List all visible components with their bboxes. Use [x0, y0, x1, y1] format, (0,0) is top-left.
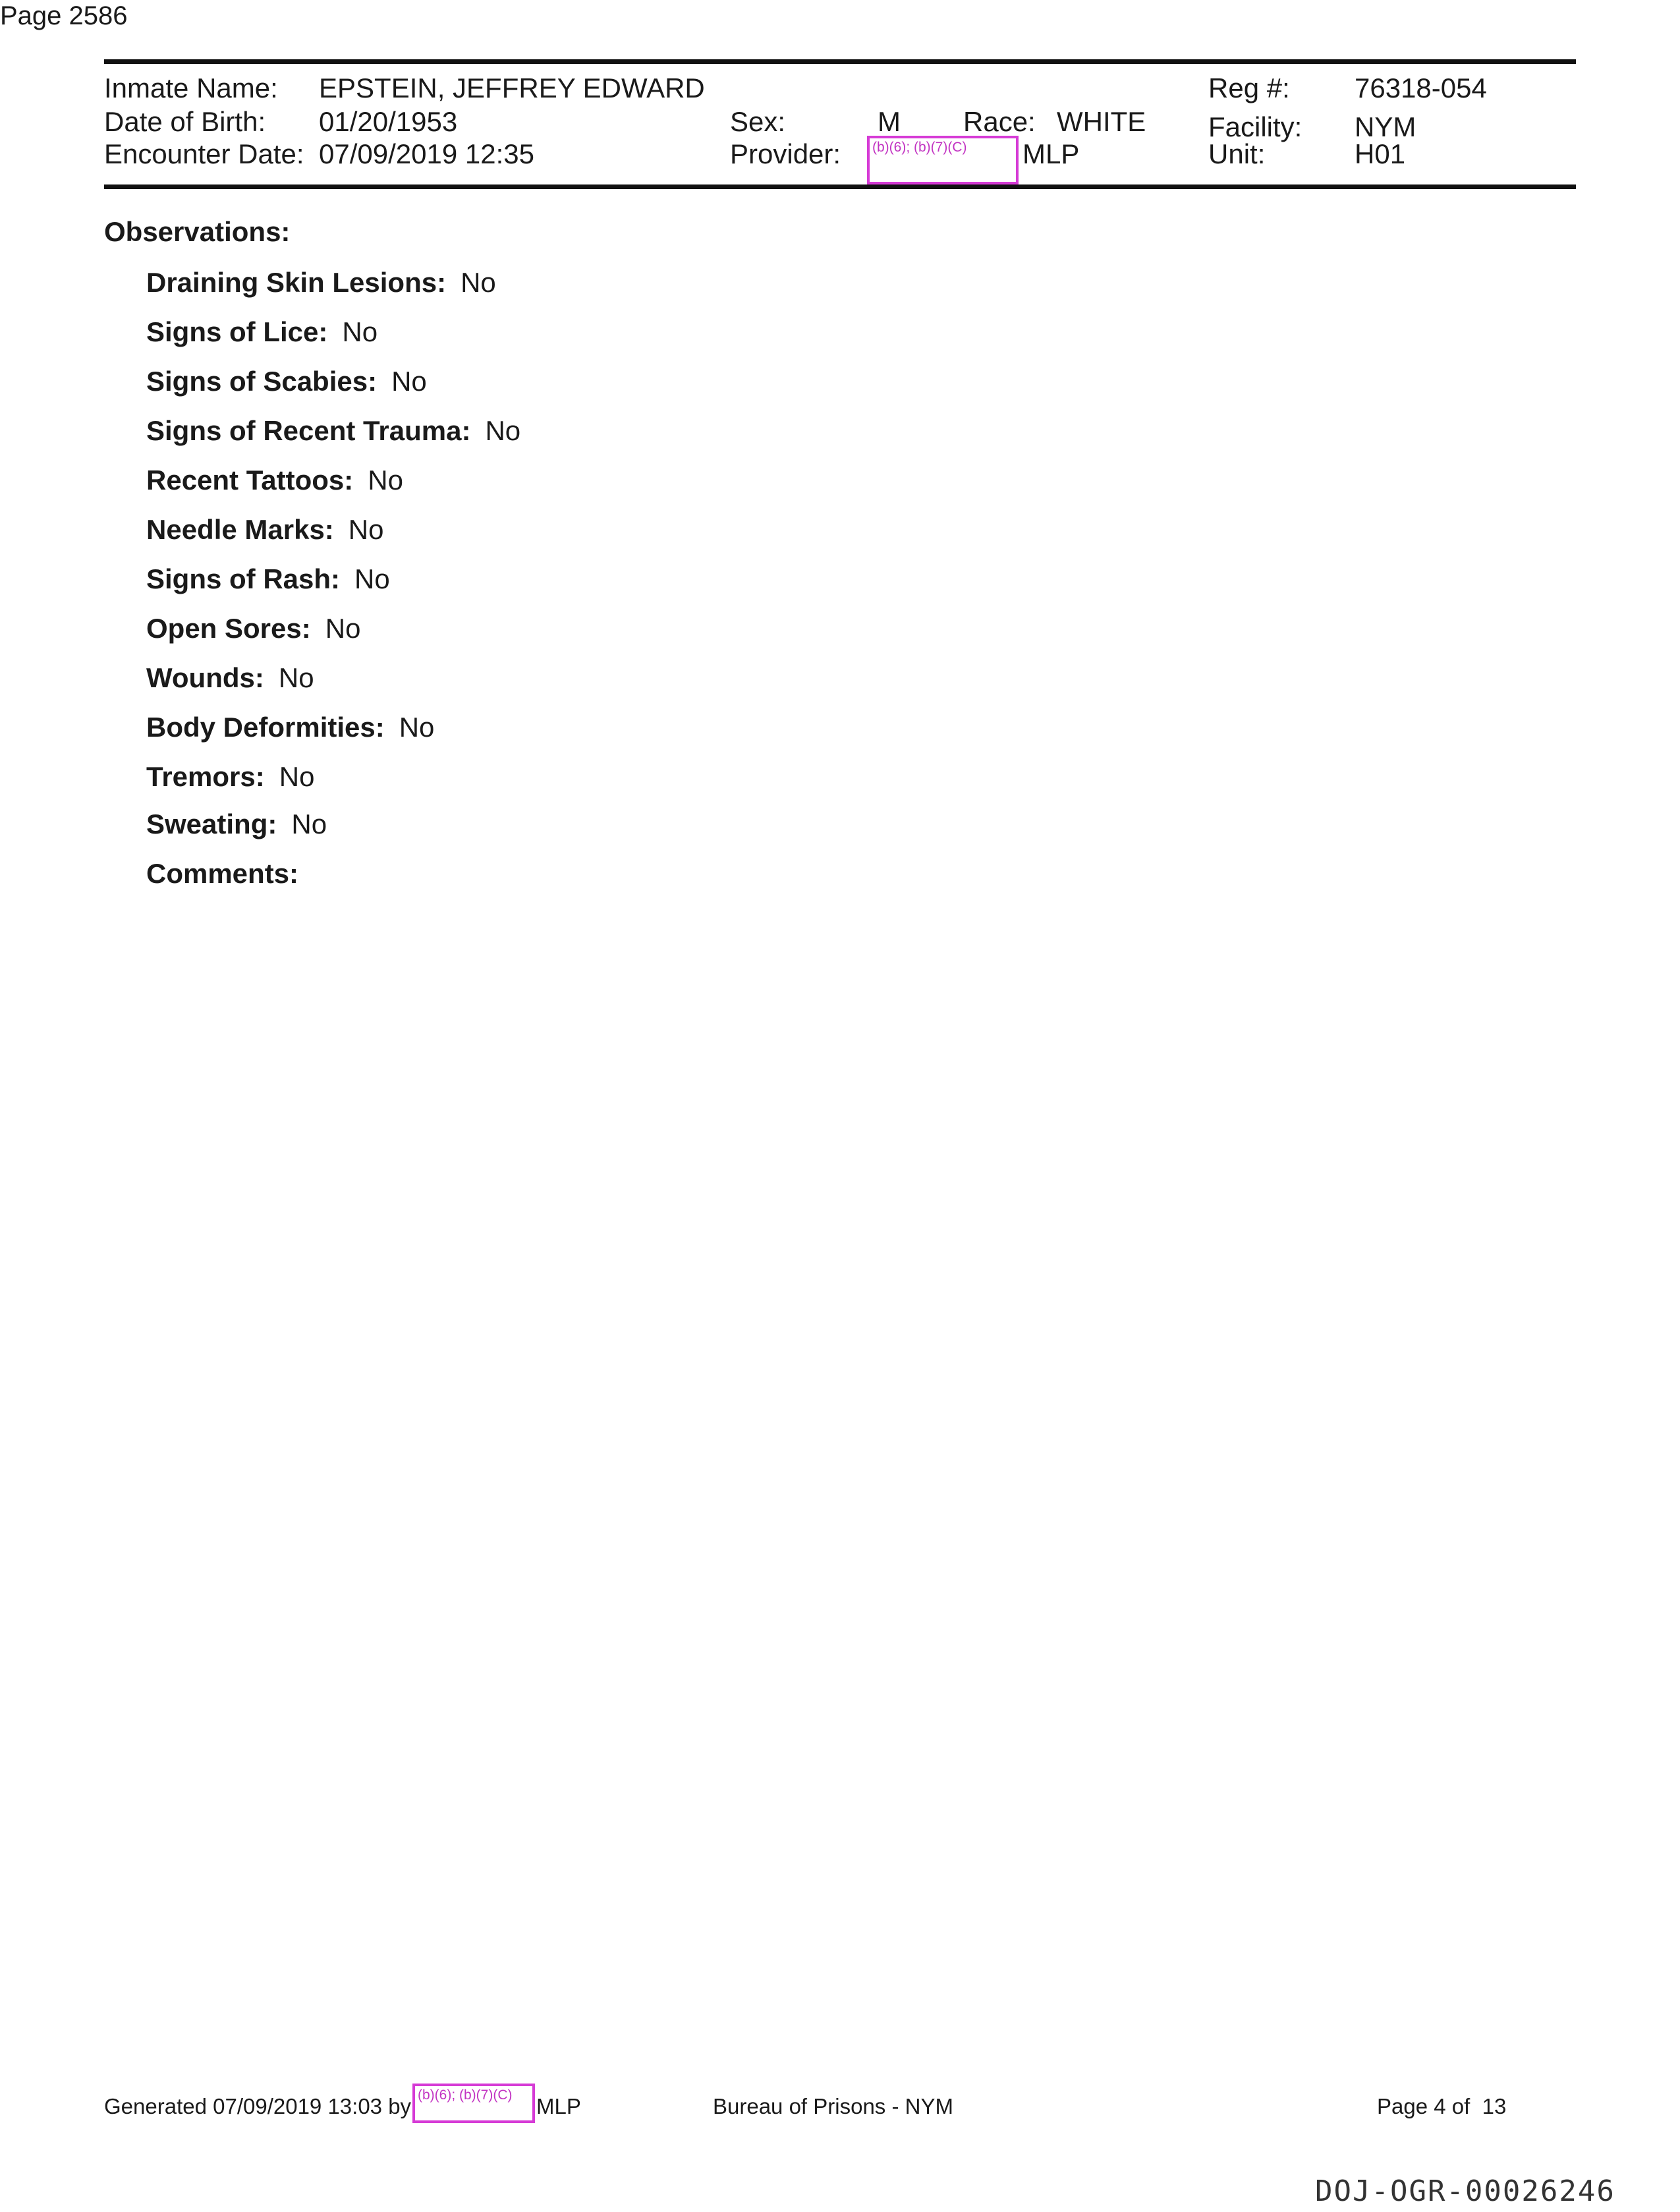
obs-value: No: [325, 613, 361, 644]
obs-label: Signs of Recent Trauma:: [146, 415, 471, 446]
inmate-name-label: Inmate Name:: [104, 72, 278, 103]
dob-label: Date of Birth:: [104, 106, 266, 137]
obs-label: Signs of Scabies:: [146, 366, 378, 397]
footer-generated-suffix: MLP: [536, 2094, 581, 2118]
sex-value: M: [878, 106, 901, 137]
obs-value: No: [278, 662, 314, 693]
obs-label: Tremors:: [146, 761, 265, 792]
header-top-rule: [104, 59, 1576, 64]
obs-row-comments: [146, 858, 313, 890]
obs-row-signs-of-recent-trauma: [146, 415, 520, 447]
obs-value: No: [485, 415, 521, 446]
encounter-date-value: 07/09/2019 12:35: [319, 138, 534, 169]
obs-value: No: [399, 712, 435, 743]
encounter-date-label: Encounter Date:: [104, 138, 304, 169]
bates-number: DOJ-OGR-00026246: [1315, 2174, 1615, 2208]
footer-page-of: Page 4 of 13: [1377, 2094, 1507, 2118]
obs-row-wounds: [146, 662, 314, 694]
sex-label: Sex:: [730, 106, 786, 137]
obs-row-signs-of-lice: [146, 316, 378, 348]
dob-value: 01/20/1953: [319, 106, 458, 137]
obs-label: Comments:: [146, 858, 299, 889]
reg-label: Reg #:: [1208, 72, 1290, 103]
obs-label: Draining Skin Lesions:: [146, 267, 447, 298]
unit-label: Unit:: [1208, 138, 1266, 169]
obs-label: Signs of Rash:: [146, 563, 341, 594]
header-bottom-rule: [104, 184, 1576, 189]
unit-value: H01: [1355, 138, 1406, 169]
obs-value: No: [279, 761, 315, 792]
footer-redaction-box: [412, 2084, 535, 2123]
provider-redaction-code: (b)(6); (b)(7)(C): [872, 140, 967, 155]
obs-value: No: [291, 808, 327, 839]
obs-label: Open Sores:: [146, 613, 311, 644]
page-label: Page 2586: [0, 1, 128, 30]
obs-value: No: [391, 366, 427, 397]
obs-row-body-deformities: [146, 712, 434, 743]
obs-label: Needle Marks:: [146, 514, 334, 545]
obs-row-tremors: [146, 761, 314, 793]
race-label: Race:: [963, 106, 1036, 137]
obs-value: No: [348, 514, 384, 545]
obs-label: Signs of Lice:: [146, 316, 328, 347]
obs-value: No: [368, 465, 403, 496]
observations-title: Observations:: [104, 216, 291, 247]
facility-label: Facility:: [1208, 111, 1302, 142]
obs-row-recent-tattoos: [146, 465, 403, 496]
obs-row-open-sores: [146, 613, 360, 644]
reg-value: 76318-054: [1355, 72, 1487, 103]
obs-label: Sweating:: [146, 808, 277, 839]
obs-row-signs-of-rash: [146, 563, 390, 595]
obs-value: No: [354, 563, 390, 594]
inmate-name-value: EPSTEIN, JEFFREY EDWARD: [319, 72, 705, 103]
race-value: WHITE: [1057, 106, 1146, 137]
obs-label: Wounds:: [146, 662, 264, 693]
obs-value: No: [342, 316, 378, 347]
obs-label: Body Deformities:: [146, 712, 385, 743]
obs-row-signs-of-scabies: [146, 366, 427, 397]
footer-generated-prefix: Generated 07/09/2019 13:03 by: [104, 2094, 412, 2118]
provider-label: Provider:: [730, 138, 841, 169]
obs-row-draining-skin-lesions: [146, 267, 496, 298]
provider-redaction-box: [867, 136, 1019, 184]
obs-row-needle-marks: [146, 514, 384, 546]
footer-redaction-code: (b)(6); (b)(7)(C): [418, 2087, 513, 2103]
obs-value: No: [461, 267, 496, 298]
provider-suffix: MLP: [1022, 138, 1080, 169]
footer-center-text: Bureau of Prisons - NYM: [713, 2094, 953, 2118]
facility-value: NYM: [1355, 111, 1416, 142]
obs-label: Recent Tattoos:: [146, 465, 354, 496]
obs-row-sweating: [146, 808, 327, 840]
